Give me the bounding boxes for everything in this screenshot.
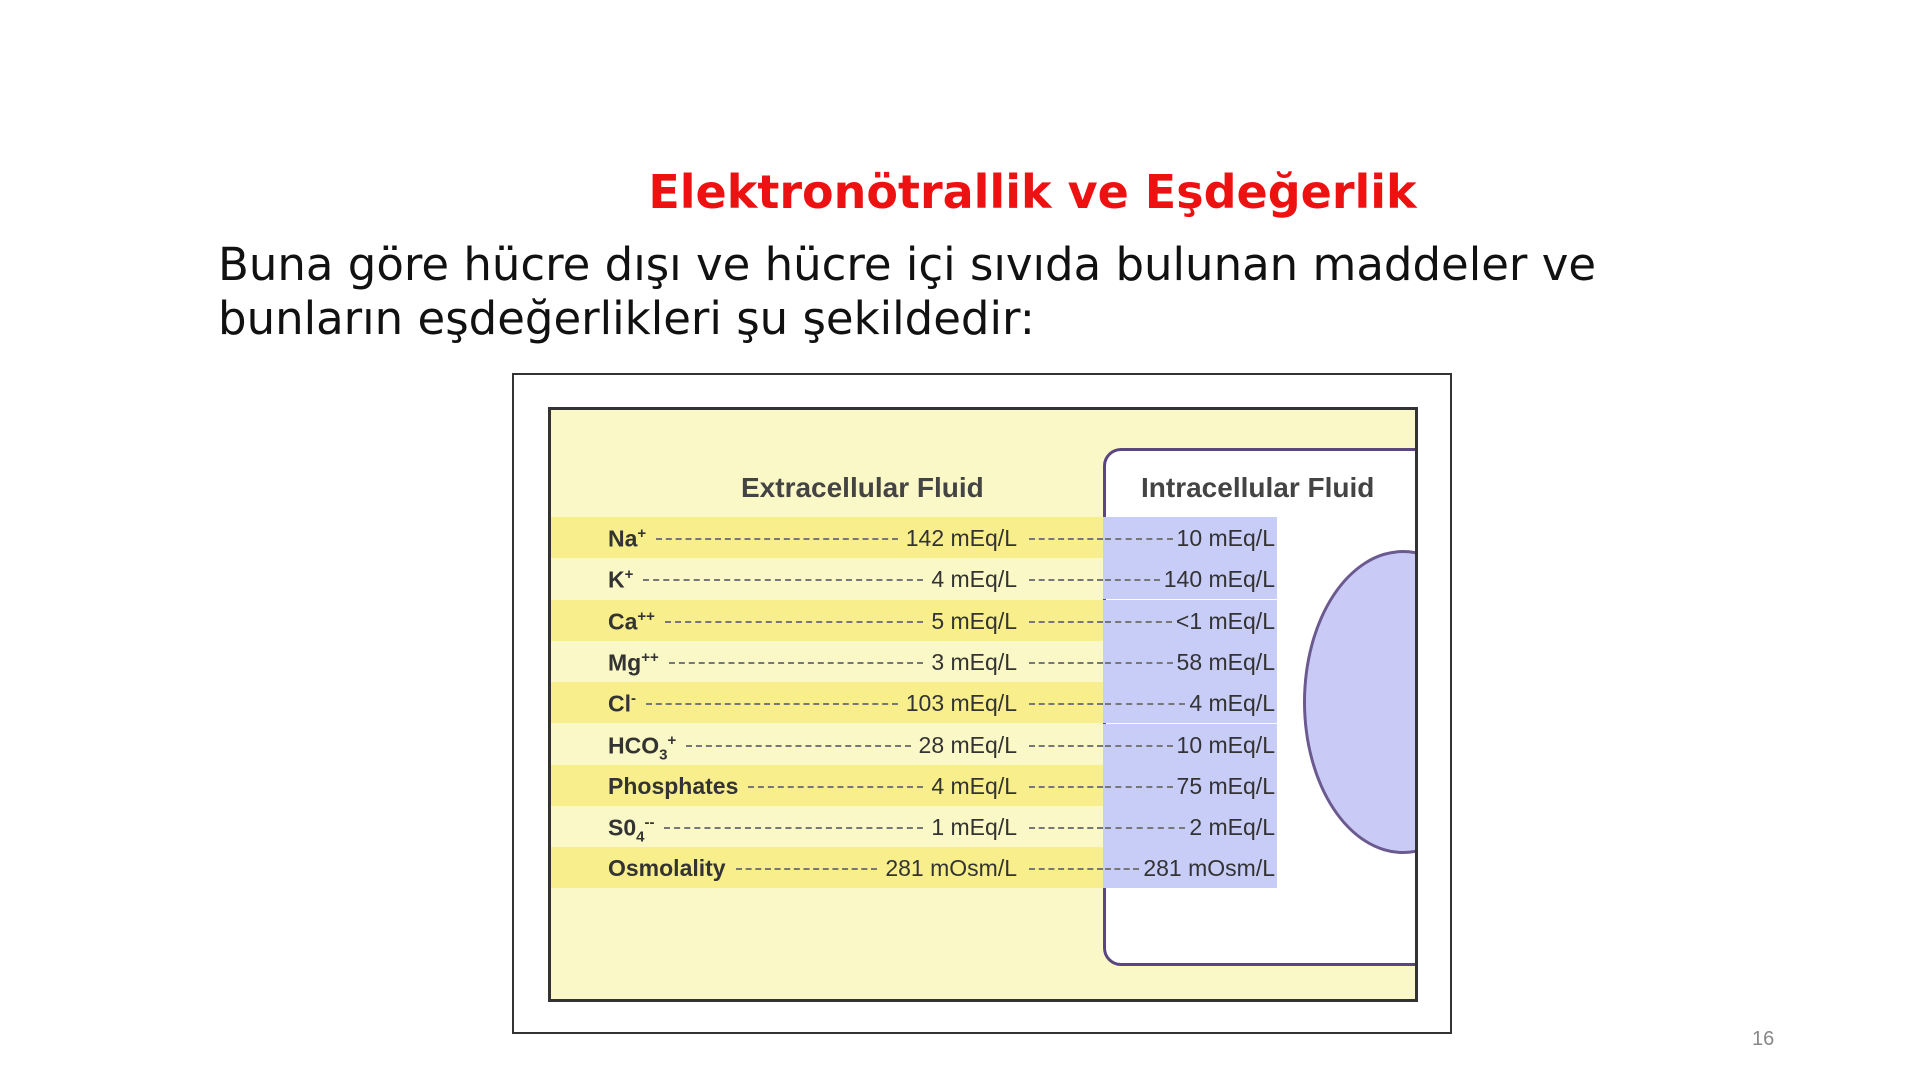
ion-symbol: Mg <box>608 649 642 676</box>
table-row <box>551 765 1103 806</box>
table-row <box>551 558 1103 599</box>
leader-line <box>1029 579 1103 581</box>
intracellular-cell <box>1103 600 1277 641</box>
intracellular-value: 281 mOsm/L <box>1143 855 1275 882</box>
extracellular-value: 5 mEq/L <box>931 607 1017 634</box>
extracellular-value: 103 mEq/L <box>905 690 1017 717</box>
extracellular-value: 28 mEq/L <box>918 731 1017 758</box>
leader-line <box>1105 868 1139 870</box>
ion-charge: + <box>624 566 634 584</box>
leader-line <box>1029 621 1103 623</box>
leader-line <box>1105 703 1185 705</box>
leader-line <box>1105 662 1173 664</box>
extracellular-value: 142 mEq/L <box>905 525 1017 551</box>
ion-charge: + <box>667 731 677 749</box>
ion-charge: - <box>631 690 636 708</box>
extracellular-value: 3 mEq/L <box>931 648 1017 675</box>
ion-label <box>608 773 738 800</box>
intracellular-cell <box>1103 558 1277 599</box>
electrolyte-figure <box>512 373 1452 1034</box>
leader-line <box>656 538 898 540</box>
ion-label <box>608 608 655 636</box>
slide-title: Elektronötrallik ve Eşdeğerlik <box>648 165 1417 219</box>
leader-line <box>664 827 923 829</box>
ion-symbol: Cl <box>608 690 631 717</box>
intracellular-value: 4 mEq/L <box>1189 690 1275 717</box>
ion-charge: ++ <box>637 607 655 625</box>
ion-label <box>608 566 633 594</box>
intracellular-cell <box>1103 682 1277 723</box>
intracellular-cell <box>1103 724 1277 765</box>
ion-label <box>608 814 654 845</box>
intracellular-title: Intracellular Fluid <box>1141 472 1375 503</box>
leader-line <box>1029 786 1103 788</box>
intracellular-cell <box>1103 806 1277 847</box>
leader-line <box>1105 827 1185 829</box>
ion-charge: -- <box>644 814 655 832</box>
ion-symbol: HCO <box>608 732 660 759</box>
leader-line <box>1029 745 1103 747</box>
leader-line <box>1029 703 1103 705</box>
table-row <box>551 600 1103 641</box>
ion-label <box>608 855 726 882</box>
table-row <box>551 517 1103 558</box>
table-row <box>551 641 1103 682</box>
table-row <box>551 724 1103 765</box>
ion-label <box>608 525 646 553</box>
table-row <box>551 682 1103 723</box>
intracellular-cell <box>1103 765 1277 806</box>
leader-line <box>1105 621 1172 623</box>
intracellular-value: 2 mEq/L <box>1189 814 1275 841</box>
leader-line <box>1105 579 1160 581</box>
ion-symbol: Phosphates <box>608 772 739 799</box>
leader-line <box>1029 538 1103 540</box>
leader-line <box>1105 745 1173 747</box>
intracellular-value: <1 mEq/L <box>1175 607 1275 634</box>
ion-charge: + <box>637 525 647 542</box>
leader-line <box>736 868 877 870</box>
leader-line <box>1029 662 1103 664</box>
intracellular-cell <box>1103 847 1277 888</box>
leader-line <box>646 703 898 705</box>
leader-line <box>1105 538 1173 540</box>
table-row <box>551 847 1103 888</box>
ion-label <box>608 732 676 763</box>
intracellular-value: 140 mEq/L <box>1163 566 1275 593</box>
extracellular-value: 4 mEq/L <box>931 566 1017 593</box>
ion-label <box>608 690 636 718</box>
extracellular-title: Extracellular Fluid <box>741 472 984 503</box>
extracellular-value: 281 mOsm/L <box>885 855 1017 882</box>
ion-subscript: 3 <box>659 745 668 763</box>
extracellular-value: 4 mEq/L <box>931 772 1017 799</box>
ion-subscript: 4 <box>636 828 645 846</box>
ion-symbol: Osmolality <box>608 855 726 882</box>
intracellular-cell <box>1103 641 1277 682</box>
leader-line <box>748 786 923 788</box>
leader-line <box>686 745 911 747</box>
ion-symbol: K <box>608 566 625 593</box>
page-number: 16 <box>1752 1028 1775 1050</box>
leader-line <box>1029 827 1103 829</box>
ion-symbol: S0 <box>608 814 637 841</box>
extracellular-value: 1 mEq/L <box>931 814 1017 841</box>
ion-charge: ++ <box>641 648 659 666</box>
slide-body-text: Buna göre hücre dışı ve hücre içi sıvıda bulunan maddeler ve bunların eşdeğerlikleri şu şekildedir: <box>218 238 1597 345</box>
intracellular-cell <box>1103 517 1277 558</box>
intracellular-value: 10 mEq/L <box>1176 731 1275 758</box>
intracellular-value: 58 mEq/L <box>1176 648 1275 675</box>
leader-line <box>665 621 923 623</box>
leader-line <box>669 662 923 664</box>
intracellular-value: 10 mEq/L <box>1176 525 1275 551</box>
ion-symbol: Ca <box>608 608 638 635</box>
fluid-comparison-panel <box>548 407 1418 1002</box>
intracellular-value: 75 mEq/L <box>1176 772 1275 799</box>
table-row <box>551 806 1103 847</box>
ion-symbol: Na <box>608 525 638 552</box>
leader-line <box>1105 786 1173 788</box>
ion-label <box>608 649 659 677</box>
leader-line <box>1029 868 1103 870</box>
leader-line <box>643 579 923 581</box>
